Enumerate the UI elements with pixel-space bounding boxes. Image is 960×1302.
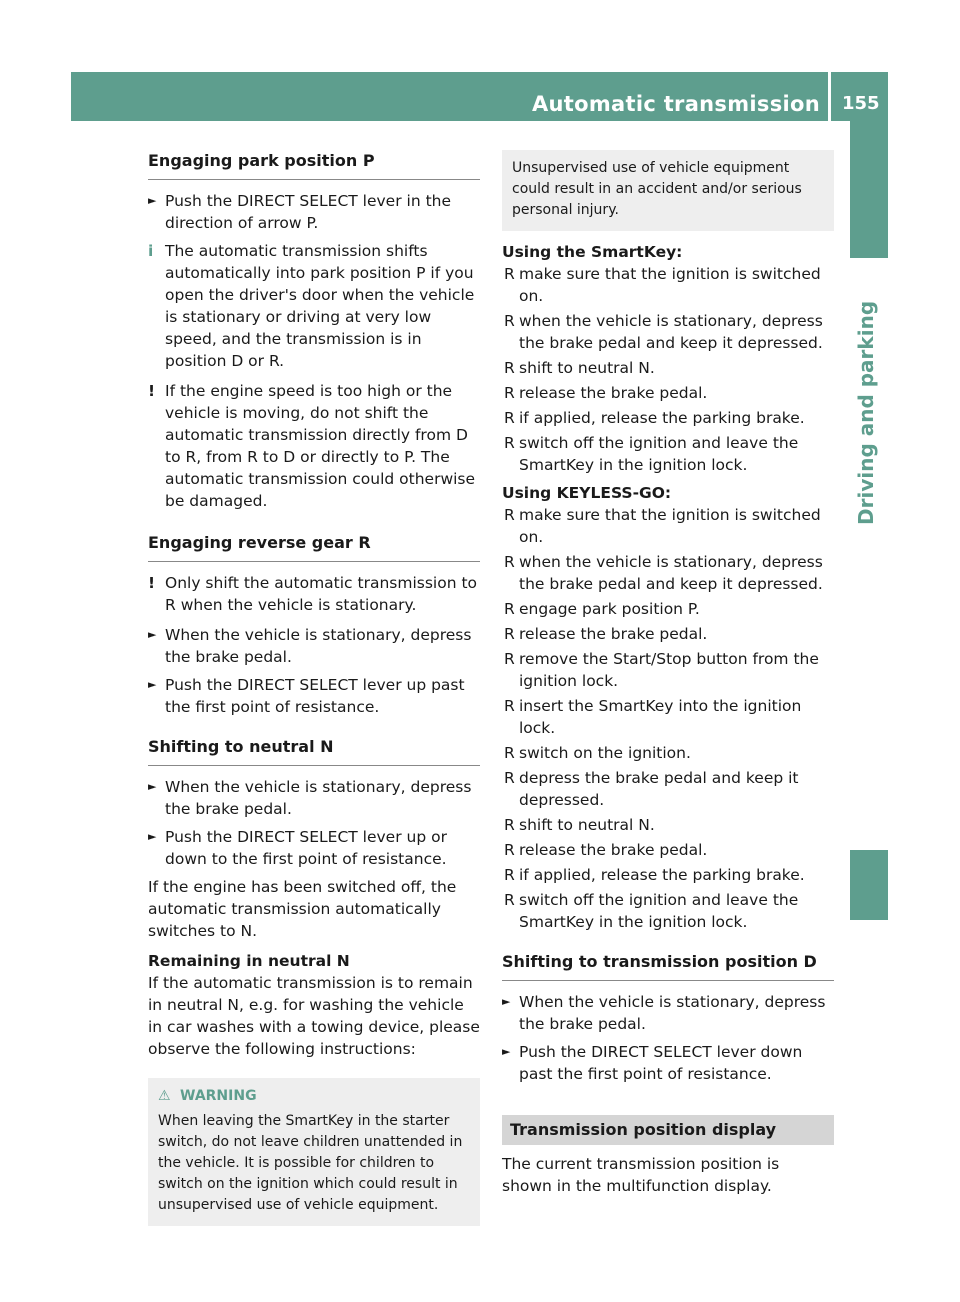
list-item: R when the vehicle is stationary, depress the brake pedal and keep it depressed. (504, 553, 823, 593)
section-title-park: Engaging park position P (148, 150, 480, 180)
subheading: Using KEYLESS-GO: (502, 484, 672, 502)
list-item: R switch off the ignition and leave the SmartKey in the ignition lock. (504, 891, 799, 931)
bullet-icon: R (504, 744, 515, 762)
header-separator (828, 72, 831, 121)
list-item: R shift to neutral N. (504, 359, 655, 377)
instruction-step: ► Push the DIRECT SELECT lever down past the first point of resistance. (502, 1043, 803, 1083)
list-item: R if applied, release the parking brake. (504, 866, 805, 884)
warning-box (148, 1078, 480, 1226)
warning-box-continued: Unsupervised use of vehicle equipment could result in an accident and/or serious personal injury. (502, 150, 834, 231)
bullet-icon: R (504, 816, 515, 834)
bullet-icon: R (504, 553, 515, 571)
step-arrow-icon: ► (148, 830, 157, 843)
bullet-icon: R (504, 866, 515, 884)
section-title-drive: Shifting to transmission position D (502, 951, 834, 981)
bullet-icon: R (504, 312, 515, 330)
subheading: Remaining in neutral N (148, 952, 350, 970)
instruction-step: ► Push the DIRECT SELECT lever up past the first point of resistance. (148, 676, 465, 716)
bullet-icon: R (504, 841, 515, 859)
list-item: R release the brake pedal. (504, 841, 708, 859)
list-item: R depress the brake pedal and keep it depressed. (504, 769, 799, 809)
section-title-reverse: Engaging reverse gear R (148, 532, 480, 562)
list-item: R engage park position P. (504, 600, 700, 618)
list-item: R make sure that the ignition is switched on. (504, 506, 821, 546)
paragraph: If the engine has been switched off, the automatic transmission automatically switches to N. (148, 878, 457, 940)
left-column (148, 150, 480, 1226)
list-item: R remove the Start/Stop button from the ignition lock. (504, 650, 819, 690)
warning-triangle-icon: ⚠ (158, 1088, 171, 1104)
step-arrow-icon: ► (148, 678, 157, 691)
right-column (502, 150, 834, 1205)
paragraph: The current transmission position is shown in the multifunction display. (502, 1155, 780, 1195)
bullet-icon: R (504, 434, 515, 452)
instruction-step: ► When the vehicle is stationary, depress the brake pedal. (148, 778, 472, 818)
step-arrow-icon: ► (148, 628, 157, 641)
section-title-neutral: Shifting to neutral N (148, 736, 480, 766)
step-arrow-icon: ► (148, 194, 157, 207)
exclamation-icon: ! (148, 574, 156, 592)
instruction-step: ► When the vehicle is stationary, depress the brake pedal. (502, 993, 826, 1033)
step-arrow-icon: ► (148, 780, 157, 793)
warning-title: ⚠ WARNING (158, 1086, 470, 1107)
bullet-icon: R (504, 265, 515, 283)
keyless-list (502, 504, 834, 933)
step-arrow-icon: ► (502, 1045, 511, 1058)
step-arrow-icon: ► (502, 995, 511, 1008)
bullet-icon: R (504, 697, 515, 715)
side-tab-label: Driving and parking (854, 300, 878, 525)
bullet-icon: R (504, 359, 515, 377)
caution-note: ! Only shift the automatic transmission to R when the vehicle is stationary. (148, 574, 478, 614)
list-item: R shift to neutral N. (504, 816, 655, 834)
side-tab-marker (850, 850, 888, 920)
bullet-icon: R (504, 650, 515, 668)
bullet-icon: R (504, 891, 515, 909)
list-item: R release the brake pedal. (504, 625, 708, 643)
smartkey-list (502, 263, 834, 476)
list-item: R release the brake pedal. (504, 384, 708, 402)
bullet-icon: R (504, 600, 515, 618)
subheading: Using the SmartKey: (502, 243, 683, 261)
bullet-icon: R (504, 384, 515, 402)
list-item: R make sure that the ignition is switched on. (504, 265, 821, 305)
instruction-step: ► Push the DIRECT SELECT lever up or down to the first point of resistance. (148, 828, 447, 868)
bullet-icon: R (504, 625, 515, 643)
instruction-step: ► When the vehicle is stationary, depress the brake pedal. (148, 626, 472, 666)
page-number: 155 (842, 93, 880, 114)
list-item: R insert the SmartKey into the ignition lock. (504, 697, 802, 737)
instruction-step: ► Push the DIRECT SELECT lever in the direction of arrow P. (148, 192, 452, 232)
info-icon: i (148, 242, 154, 260)
bullet-icon: R (504, 506, 515, 524)
list-item: R switch on the ignition. (504, 744, 691, 762)
exclamation-icon: ! (148, 382, 156, 400)
section-title-display: Transmission position display (502, 1115, 834, 1145)
warning-text: When leaving the SmartKey in the starter switch, do not leave children unattended in the vehicle. It is possible for children to switch on the ignition which could result in unsupervised use of vehicle equipment. (158, 1113, 463, 1213)
bullet-icon: R (504, 769, 515, 787)
page-title: Automatic transmission (532, 92, 820, 116)
caution-note: ! If the engine speed is too high or the vehicle is moving, do not shift the automatic transmission directly from D to R, from R to D or directly to P. The automatic transmission could otherwise be damaged. (148, 382, 476, 510)
bullet-icon: R (504, 409, 515, 427)
paragraph: If the automatic transmission is to remain in neutral N, e.g. for washing the vehicle in car washes with a towing device, please observe the following instructions: (148, 974, 480, 1058)
list-item: R if applied, release the parking brake. (504, 409, 805, 427)
list-item: R when the vehicle is stationary, depress the brake pedal and keep it depressed. (504, 312, 823, 352)
info-note: i The automatic transmission shifts automatically into park position P if you open the driver's door when the vehicle is stationary or driving at very low speed, and the transmission is in position D or R. (148, 242, 475, 370)
list-item: R switch off the ignition and leave the SmartKey in the ignition lock. (504, 434, 799, 474)
